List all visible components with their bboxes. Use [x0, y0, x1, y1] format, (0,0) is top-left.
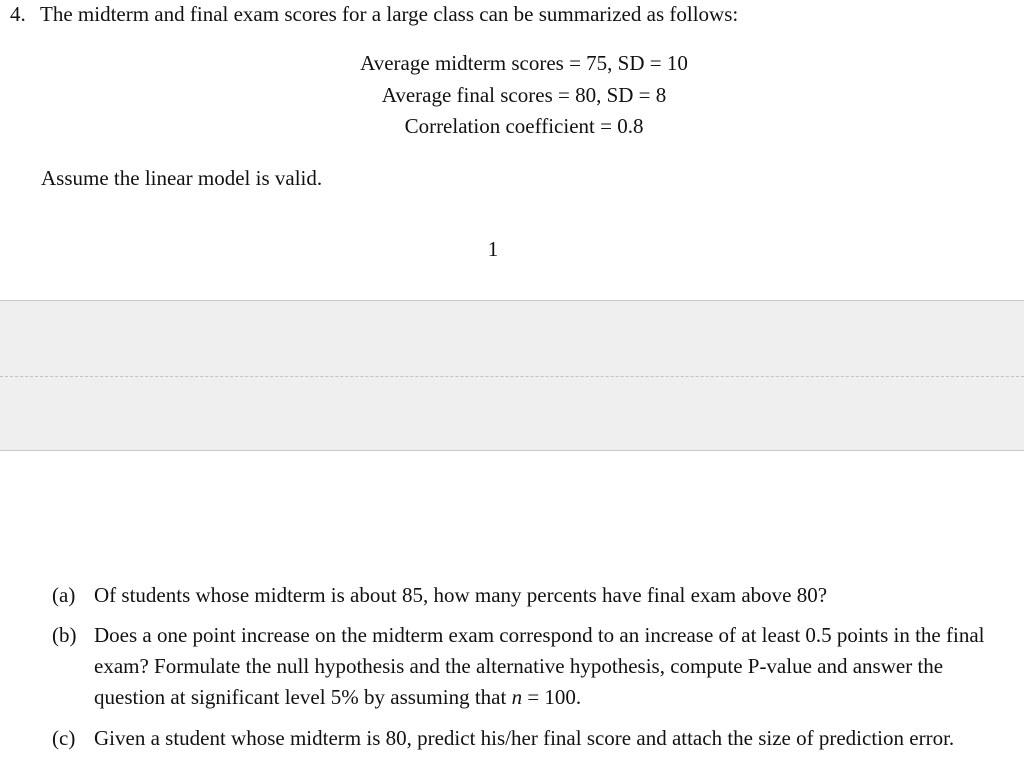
part-b-text-end: = 100. [522, 685, 582, 709]
page-1 [0, 0, 1024, 300]
assumption-text: Assume the linear model is valid. [41, 166, 323, 190]
page-break-line [0, 376, 1024, 377]
part-b-label: (b) [52, 623, 77, 647]
part-b [52, 620, 1012, 713]
sample-size-variable: n [511, 685, 523, 709]
part-b-text-main: Does a one point increase on the midterm exam correspond to an increase of at least 0.5 points in the final exam? Formulate the null hypothesis and the alternative hypothesis, compute P-value and answer the question at significant level 5% by assuming that [94, 623, 985, 709]
part-b-text [94, 620, 1012, 713]
page-separator [0, 300, 1024, 451]
question-number: 4. [10, 2, 26, 26]
page-number: 1 [487, 237, 499, 261]
final-stats: Average final scores = 80, SD = 8 [381, 83, 667, 107]
midterm-stats: Average midterm scores = 75, SD = 10 [360, 51, 688, 75]
part-c-label: (c) [52, 726, 76, 750]
part-a-text: Of students whose midterm is about 85, how many percents have final exam above 80? [94, 583, 828, 607]
part-c [52, 723, 1012, 754]
part-a-label: (a) [52, 583, 76, 607]
correlation-stats: Correlation coefficient = 0.8 [404, 114, 644, 138]
part-a [52, 580, 1012, 611]
page-2 [0, 451, 1024, 783]
question-text: The midterm and final exam scores for a large class can be summarized as follows: [40, 2, 739, 26]
question-heading [10, 2, 738, 27]
part-c-text: Given a student whose midterm is 80, predict his/her final score and attach the size of prediction error. [94, 726, 955, 750]
